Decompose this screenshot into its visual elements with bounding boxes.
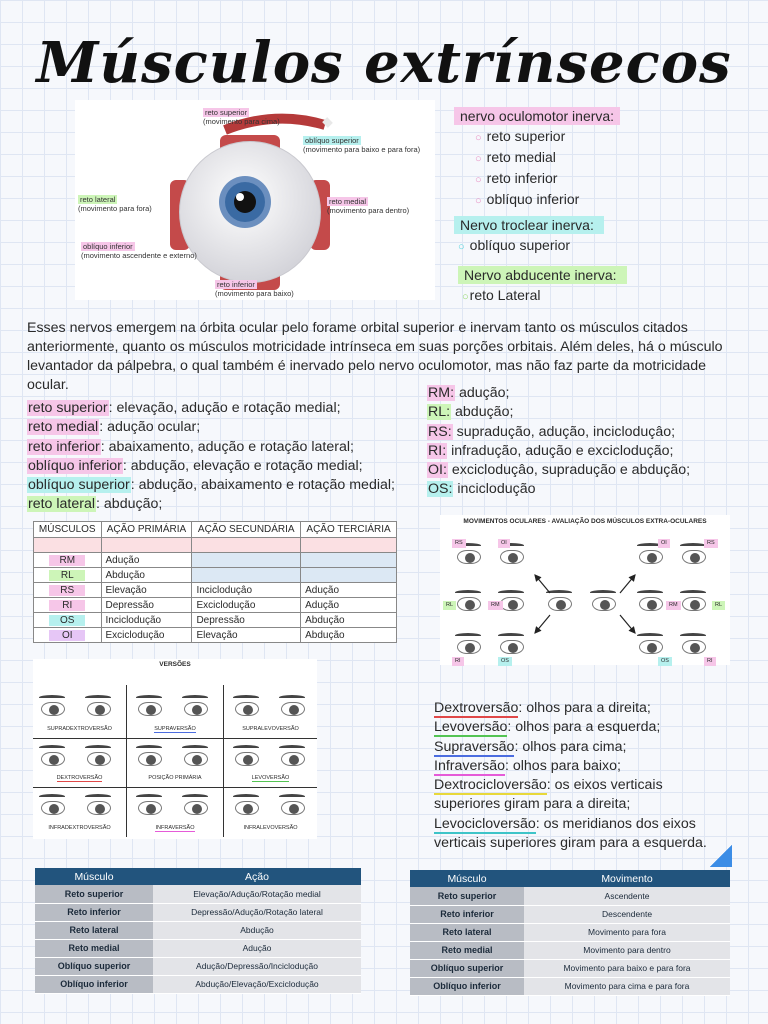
table-row: Oblíquo superior Adução/Depressão/Inciclodução <box>35 957 361 975</box>
circle-bullet-icon: ○ <box>458 241 465 253</box>
table-row: Reto superior Elevação/Adução/Rotação medial <box>35 885 361 903</box>
nerve-item: ○ reto inferior <box>475 170 558 186</box>
muscle-action-item: reto lateral: abdução; <box>28 496 163 513</box>
abbr-action-item: RM: adução; <box>428 385 510 401</box>
abbr-action-list <box>427 384 690 500</box>
muscle-action-item: reto inferior: abaixamento, adução e rotação lateral; <box>28 438 354 455</box>
muscle-tag: RM <box>488 601 503 610</box>
version-label: SUPRAVERSÃO <box>154 726 196 732</box>
nerve-item: ○ oblíquo superior <box>458 237 571 253</box>
table-row: Reto medial Adução <box>35 939 361 957</box>
abbr-action-item: OS: inciclodução <box>428 481 536 498</box>
table-header-row <box>35 868 361 885</box>
muscle-action-item: reto medial: adução ocular; <box>28 419 201 436</box>
nerve-abducente-block <box>458 266 627 307</box>
muscle-movement-table <box>410 870 730 996</box>
table-row: OI Exciclodução Elevação Abdução <box>34 628 397 643</box>
label-reto-superior: reto superior (movimento para cima) <box>203 108 280 126</box>
muscle-tag: OS <box>658 657 672 666</box>
eye-muscles-figure <box>75 100 435 300</box>
version-item: Levoversão: olhos para a esquerda; <box>434 719 661 736</box>
table-header: AÇÃO PRIMÁRIA <box>101 522 192 538</box>
corner-triangle-icon <box>710 845 732 867</box>
page-title: Músculos extrínsecos <box>36 30 732 96</box>
version-item: Dextrocicloversão: os eixos verticais <box>434 777 663 794</box>
muscle-action-item: reto superior: elevação, adução e rotação medial; <box>28 400 341 416</box>
table-row: OS Inciclodução Depressão Abdução <box>34 613 397 628</box>
version-label: POSIÇÃO PRIMÁRIA <box>148 775 202 781</box>
label-reto-inferior: reto inferior (movimento para baixo) <box>215 280 294 298</box>
version-item: superiores giram para a direita; <box>434 796 631 813</box>
abbr-action-item: RL: abdução; <box>428 404 514 421</box>
nerve-troclear-block <box>454 216 604 257</box>
abbr-action-item: RS: supradução, adução, incicloduçâo; <box>428 423 676 440</box>
version-label: INFRALEVOVERSÃO <box>243 825 298 831</box>
muscle-tag: RS <box>704 539 718 548</box>
nerve-abducente-heading: Nervo abducente inerva: <box>458 266 627 284</box>
version-item: Dextroversão: olhos para a direita; <box>434 700 651 716</box>
table-row: Reto lateral Abdução <box>35 921 361 939</box>
intro-paragraph: Esses nervos emergem na órbita ocular pelo forame orbital superior e inervam tanto os músculos citados anteriormente, quanto os músculos motricidade intrínseca em suas porções orbitais. Além deles, há o músculo levantador da pálpebra, o qual também é inervado pelo nervo oculomotor, mas não faz parte da motricidade ocular. <box>27 320 723 393</box>
versions-list <box>434 699 707 853</box>
muscle-tag: RL <box>443 601 456 610</box>
circle-bullet-icon: ○ <box>475 195 482 207</box>
table-row: RM Adução <box>34 553 397 568</box>
table-header: Movimento <box>524 870 730 887</box>
label-reto-medial: reto medial (movimento para dentro) <box>327 197 410 215</box>
nerve-item: ○reto Lateral <box>462 287 541 303</box>
abbr-action-item: RI: infradução, adução e exciclodução; <box>428 442 674 459</box>
circle-bullet-icon: ○ <box>475 153 482 165</box>
table-header: AÇÃO SECUNDÁRIA <box>192 522 301 538</box>
version-label: DEXTROVERSÃO <box>56 775 103 781</box>
muscle-tag: RM <box>666 601 681 610</box>
muscle-action-summary-table <box>35 868 361 994</box>
figure-title: VERSÕES <box>159 661 191 668</box>
abbr-action-item: OI: excicloduçâo, supradução e abdução; <box>428 462 691 479</box>
table-header: Músculo <box>35 868 153 885</box>
table-row: Reto superior Ascendente <box>410 887 730 905</box>
nerve-item: ○ reto superior <box>475 128 566 144</box>
muscle-action-table <box>33 521 397 643</box>
nerve-oculomotor-heading: nervo oculomotor inerva: <box>454 107 620 125</box>
table-header-row <box>410 870 730 887</box>
label-reto-lateral: reto lateral (movimento para fora) <box>78 195 152 213</box>
eye-movements-figure <box>440 515 730 665</box>
circle-bullet-icon: ○ <box>462 291 469 303</box>
muscle-action-item: oblíquo superior: abdução, abaixamento e rotação medial; <box>28 477 395 494</box>
version-label: SUPRADEXTROVERSÃO <box>47 726 112 732</box>
label-obliquo-inferior: oblíquo inferior (movimento ascendente e externo) <box>81 242 197 260</box>
circle-bullet-icon: ○ <box>475 132 482 144</box>
versions-figure <box>33 659 317 839</box>
muscle-tag: RI <box>452 657 464 666</box>
version-label: INFRADEXTROVERSÃO <box>48 825 111 831</box>
muscle-tag: RS <box>452 539 466 548</box>
muscle-tag: OI <box>498 539 510 548</box>
table-row: Reto inferior Depressão/Adução/Rotação lateral <box>35 903 361 921</box>
table-header-row <box>34 522 397 538</box>
table-row: Oblíquo superior Movimento para baixo e para fora <box>410 959 730 977</box>
version-item: Supraversão: olhos para cima; <box>434 738 627 755</box>
version-item: Infraversão: olhos para baixo; <box>434 757 621 774</box>
muscle-tag: RL <box>712 601 725 610</box>
version-label: SUPRALEVOVERSÃO <box>242 726 299 732</box>
table-row: Oblíquo inferior Abdução/Elevação/Exciclodução <box>35 975 361 993</box>
version-label: INFRAVERSÃO <box>155 825 195 831</box>
table-header: MÚSCULOS <box>34 522 102 538</box>
table-spacer-row <box>34 538 397 553</box>
table-header: Ação <box>153 868 361 885</box>
version-item: verticais superiores giram para a esquerda. <box>434 835 707 852</box>
circle-bullet-icon: ○ <box>475 174 482 186</box>
muscle-tag: OS <box>498 657 512 666</box>
table-row: Reto inferior Descendente <box>410 905 730 923</box>
muscle-action-list <box>27 399 395 515</box>
figure-title: MOVIMENTOS OCULARES - AVALIAÇÃO DOS MÚSCULOS EXTRA-OCULARES <box>463 518 707 525</box>
table-row: RL Abdução <box>34 568 397 583</box>
table-row: Reto medial Movimento para dentro <box>410 941 730 959</box>
nerve-item: ○ reto medial <box>475 149 556 165</box>
table-header: Músculo <box>410 870 524 887</box>
label-obliquo-superior: oblíquo superior (movimento para baixo e para fora) <box>303 136 421 154</box>
direction-arrows <box>440 515 730 665</box>
muscle-tag: RI <box>704 657 716 666</box>
version-item: Levocicloversão: os meridianos dos eixos <box>434 815 696 832</box>
version-label: LEVOVERSÃO <box>251 775 290 781</box>
nerve-oculomotor-block <box>454 107 620 211</box>
table-row: RI Depressão Exciclodução Adução <box>34 598 397 613</box>
nerve-troclear-heading: Nervo troclear inerva: <box>454 216 604 234</box>
table-row: RS Elevação Incicloduçâo Adução <box>34 583 397 598</box>
nerve-item: ○ oblíquo inferior <box>475 191 580 207</box>
table-row: Reto lateral Movimento para fora <box>410 923 730 941</box>
table-row: Oblíquo inferior Movimento para cima e para fora <box>410 977 730 995</box>
muscle-tag: OI <box>658 539 670 548</box>
muscle-action-item: oblíquo inferior: abdução, elevação e rotação medial; <box>28 457 363 474</box>
table-header: AÇÃO TERCIÁRIA <box>301 522 397 538</box>
